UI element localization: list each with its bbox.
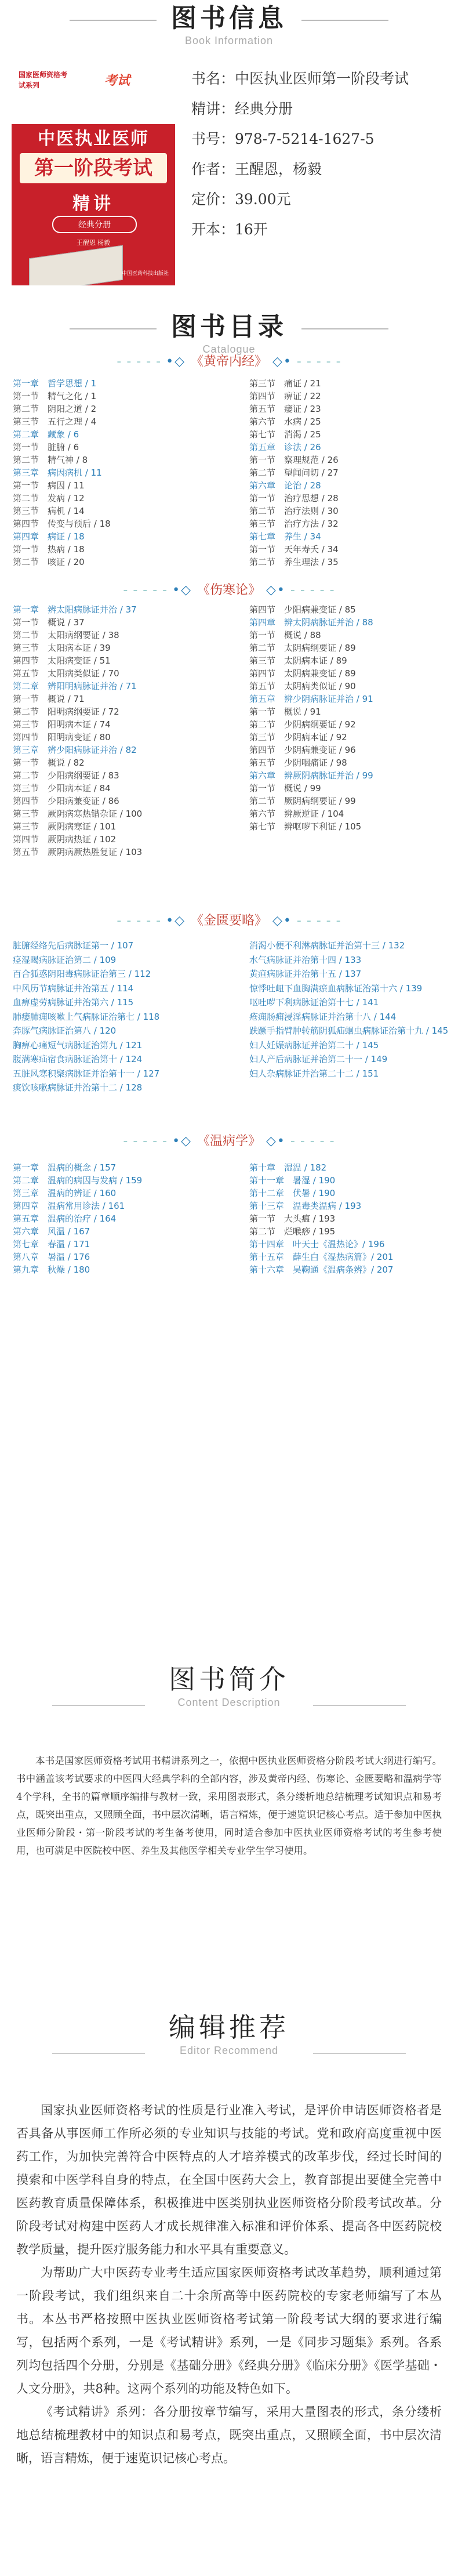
toc-section-entry: 第一节 精气之化 / 1: [13, 391, 97, 401]
cover-volume-label: 经典分册: [52, 216, 137, 233]
toc-section-entry: 第四节 阳明病变证 / 80: [13, 732, 111, 742]
toc-chapter-entry: 第九章 秋燥 / 180: [13, 1265, 90, 1275]
book-info-field: 作者：王醒恩，杨毅: [191, 161, 322, 177]
toc-entry: 疮痈肠痈浸淫病脉证并治第十八 / 144: [249, 1011, 397, 1022]
toc-section-entry: 第四节 太阳病变证 / 51: [13, 655, 111, 666]
toc-section-entry: 第一节 概说 / 91: [249, 707, 321, 717]
toc-chapter-entry: 第五章 辨少阴病脉证并治 / 91: [249, 694, 373, 704]
toc-column-right: [249, 603, 458, 833]
toc-section-entry: 第一节 热病 / 18: [13, 544, 85, 555]
toc-column-left: [13, 1161, 221, 1276]
toc-entry: 趺蹶手指臂肿转筋阴狐疝蛔虫病脉证治第十九 / 145: [249, 1026, 449, 1036]
toc-part-name: 《温病学》: [197, 1134, 261, 1148]
toc-column-right: [249, 377, 458, 568]
toc-column-left: [13, 939, 233, 1095]
toc-entry: 妇人杂病脉证并治第二十二 / 151: [249, 1068, 379, 1079]
divider: [313, 1705, 406, 1706]
recommend-paragraph: 国家执业医师资格考试的性质是行业准入考试，是评价申请医师资格者是否具备从事医师工作所必须的专业知识与技能的考试。党和政府高度重视中医药工作，为加快完善符合中医特点的人才培养模式的改革步伐，经过长时间的摸索和中医学科自身的特点，在全国中医药大会上，教育部提出要健全完善中医药教育质量保障体系，积极推进中医类别执业医师资格分阶段考试改革。分阶段考试对构建中医药人才成长规律准入标准和评价体系、提高各中医药院校教学质量，提升医疗服务能力和水平具有重要意义。: [16, 2103, 442, 2256]
toc-chapter-entry: 第六章 论治 / 28: [249, 480, 321, 491]
toc-chapter-entry: 第四章 温病常用诊法 / 161: [13, 1201, 125, 1211]
toc-chapter-entry: 第十五章 薛生白《湿热病篇》/ 201: [249, 1252, 394, 1262]
toc-chapter-entry: 第七章 春温 / 171: [13, 1239, 90, 1249]
toc-section-entry: 第二节 咳证 / 20: [13, 557, 85, 567]
toc-section-entry: 第三节 病机 / 14: [13, 506, 85, 516]
divider: [301, 20, 388, 21]
toc-part-deco: •◇: [172, 1134, 197, 1148]
divider: [52, 2053, 145, 2054]
divider: [70, 20, 157, 21]
toc-section-entry: 第七节 辨呕哕下利证 / 105: [249, 821, 362, 832]
toc-entry: 痉湿暍病脉证治第二 / 109: [13, 954, 117, 965]
catalogue-title: 图书目录: [171, 312, 287, 342]
toc-chapter-entry: 第一章 温病的概念 / 157: [13, 1162, 117, 1173]
toc-chapter-entry: 第一章 辨太阳病脉证并治 / 37: [13, 604, 137, 615]
toc-part-name: 《黄帝内经》: [190, 354, 267, 369]
toc-section-entry: 第四节 传变与预后 / 18: [13, 519, 111, 529]
toc-section-entry: 第五节 太阳病类似证 / 70: [13, 668, 119, 679]
toc-entry: 奔豚气病脉证治第八 / 120: [13, 1026, 117, 1036]
toc-part-deco: - - - - -: [292, 354, 341, 369]
toc-section-entry: 第四节 太阴病兼变证 / 89: [249, 668, 356, 679]
toc-section-entry: 第一节 病因 / 11: [13, 480, 85, 491]
toc-entry: 血痹虚劳病脉证并治第六 / 115: [13, 997, 134, 1008]
toc-part-deco: •◇: [172, 583, 197, 597]
toc-part-name: 《伤寒论》: [197, 583, 261, 597]
toc-section-entry: 第四节 少阴病兼变证 / 96: [249, 745, 356, 755]
toc-column-right: [249, 939, 458, 1081]
cover-author: 王醒恩 杨毅: [76, 240, 111, 247]
toc-entry: 妇人妊娠病脉证并治第二十 / 145: [249, 1039, 379, 1050]
toc-part-deco: ◇•: [267, 914, 292, 928]
toc-chapter-entry: 第十四章 叶天士《温热论》/ 196: [249, 1239, 385, 1249]
toc-section-entry: 第二节 精气神 / 8: [13, 455, 88, 465]
toc-section-entry: 第三节 太阳病本证 / 39: [13, 643, 111, 653]
toc-section-entry: 第三节 阳明病本证 / 74: [13, 719, 111, 730]
toc-chapter-entry: 第三章 辨少阳病脉证并治 / 82: [13, 745, 137, 755]
toc-chapter-entry: 第四章 辨太阴病脉证并治 / 88: [249, 617, 373, 628]
toc-section-entry: 第二节 望闻问切 / 27: [249, 468, 339, 478]
toc-part-heading: [0, 580, 458, 598]
toc-section-entry: 第四节 少阳病兼变证 / 85: [249, 604, 356, 615]
toc-section-entry: 第三节 少阳病本证 / 84: [13, 783, 111, 794]
cover-title-line1: 中医执业医师: [38, 129, 149, 149]
toc-section-entry: 第五节 少阴咽痛证 / 98: [249, 758, 347, 768]
cover-title-line3: 精讲: [72, 194, 114, 214]
toc-section-entry: 第四节 厥阴病热证 / 102: [13, 834, 117, 845]
recommend-text: [16, 2099, 442, 2470]
toc-section-entry: 第三节 太阴病本证 / 89: [249, 655, 347, 666]
toc-part-deco: - - - - -: [123, 1134, 173, 1148]
book-info-field: 定价：39.00元: [191, 191, 291, 208]
toc-section-entry: 第一节 脏腑 / 6: [13, 442, 79, 452]
toc-chapter-entry: 第七章 养生 / 34: [249, 531, 321, 542]
toc-section-entry: 第一节 天年寿夭 / 34: [249, 544, 339, 555]
divider: [70, 328, 157, 329]
toc-chapter-entry: 第六章 风温 / 167: [13, 1226, 90, 1237]
toc-part-deco: •◇: [166, 354, 191, 369]
toc-part-deco: ◇•: [261, 1134, 286, 1148]
toc-entry: 惊悸吐衄下血胸满瘀血病脉证治第十六 / 139: [249, 983, 423, 994]
toc-entry: 脏腑经络先后病脉证第一 / 107: [13, 940, 134, 951]
toc-part-deco: - - - - -: [117, 914, 166, 928]
intro-header: [0, 1665, 458, 1709]
toc-column-left: [13, 603, 221, 858]
toc-section-entry: 第三节 治疗方法 / 32: [249, 519, 339, 529]
toc-chapter-entry: 第十二章 伏暑 / 190: [249, 1188, 336, 1198]
toc-section-entry: 第六节 辨厥逆证 / 104: [249, 809, 344, 819]
toc-section-entry: 第一节 察理规范 / 26: [249, 455, 339, 465]
book-info-header: [0, 5, 458, 47]
toc-entry: 痰饮咳嗽病脉证并治第十二 / 128: [13, 1082, 143, 1093]
toc-section-entry: 第一节 概说 / 88: [249, 630, 321, 640]
recommend-subtitle: Editor Recommend: [179, 2044, 279, 2056]
toc-part-deco: - - - - -: [123, 583, 173, 597]
toc-part-deco: - - - - -: [285, 1134, 335, 1148]
catalogue-subtitle: Catalogue: [202, 343, 256, 356]
toc-part-deco: ◇•: [261, 583, 286, 597]
toc-part-heading: [0, 1131, 458, 1149]
intro-title: 图书简介: [169, 1664, 289, 1695]
recommend-paragraph: 《考试精讲》系列：各分册按章节编写，采用大量图表的形式，条分缕析地总结梳理教材中的知识点和易考点，既突出重点，又照顾全面，书中层次清晰，语言精炼，便于速览识记核心考点。: [16, 2405, 442, 2465]
toc-chapter-entry: 第二章 温病的病因与发病 / 159: [13, 1175, 143, 1186]
toc-part-deco: - - - - -: [285, 583, 335, 597]
toc-chapter-entry: 第六章 辨厥阴病脉证并治 / 99: [249, 770, 373, 781]
toc-section-entry: 第四节 痹证 / 22: [249, 391, 321, 401]
toc-section-entry: 第一节 概说 / 71: [13, 694, 85, 704]
toc-entry: 腹满寒疝宿食病脉证治第十 / 124: [13, 1054, 143, 1064]
divider: [52, 1705, 145, 1706]
toc-section-entry: 第四节 少阳病兼变证 / 86: [13, 796, 119, 806]
cover-book-illustration: [29, 245, 123, 285]
toc-chapter-entry: 第一章 哲学思想 / 1: [13, 378, 97, 389]
toc-chapter-entry: 第四章 病证 / 18: [13, 531, 85, 542]
toc-part-heading: [0, 911, 458, 929]
toc-section-entry: 第一节 概说 / 82: [13, 758, 85, 768]
toc-section-entry: 第五节 太阴病类似证 / 90: [249, 681, 356, 691]
toc-chapter-entry: 第三章 温病的辨证 / 160: [13, 1188, 117, 1198]
cover-title-line2: 第一阶段考试: [20, 153, 167, 183]
toc-section-entry: 第五节 厥阴病厥热胜复证 / 103: [13, 847, 143, 857]
recommend-title: 编辑推荐: [169, 2012, 289, 2043]
book-info-field: 开本：16开: [191, 221, 268, 238]
toc-section-entry: 第一节 大头瘟 / 193: [249, 1213, 336, 1224]
book-info-subtitle: Book Information: [184, 35, 274, 47]
toc-entry: 黄疸病脉证并治第十五 / 137: [249, 969, 362, 979]
toc-section-entry: 第三节 痛证 / 21: [249, 378, 321, 389]
recommend-paragraph: 为帮助广大中医药专业考生适应国家医师资格考试改革趋势，顺利通过第一阶段考试，我们组织来自二十余所高等中医药院校的专家老师编写了本丛书。本丛书严格按照中医执业医师资格考试第一阶段考试大纲的要求进行编写，包括两个系列，一是《考试精讲》系列，一是《同步习题集》系列。各系列均包括四个分册，分别是《基础分册》《经典分册》《临床分册》《医学基础・人文分册》，共8种。这两个系列的功能及特色如下。: [16, 2266, 442, 2396]
toc-section-entry: 第二节 太阴病纲要证 / 89: [249, 643, 356, 653]
toc-entry: 五脏风寒积聚病脉证并治第十一 / 127: [13, 1068, 160, 1079]
toc-section-entry: 第二节 厥阴病纲要证 / 99: [249, 796, 356, 806]
toc-entry: 妇人产后病脉证并治第二十一 / 149: [249, 1054, 388, 1064]
toc-section-entry: 第二节 治疗法则 / 30: [249, 506, 339, 516]
toc-part-name: 《金匮要略》: [190, 914, 267, 928]
book-info-field: 书名：中医执业医师第一阶段考试: [191, 70, 409, 87]
toc-entry: 肺痿肺痈咳嗽上气病脉证治第七 / 118: [13, 1011, 160, 1022]
toc-chapter-entry: 第二章 辨阳明病脉证并治 / 71: [13, 681, 137, 691]
toc-section-entry: 第一节 治疗思想 / 28: [249, 493, 339, 503]
toc-section-entry: 第三节 厥阴病寒热错杂证 / 100: [13, 809, 143, 819]
book-info-fields: [191, 64, 446, 245]
toc-chapter-entry: 第十章 湿温 / 182: [249, 1162, 327, 1173]
toc-chapter-entry: 第十三章 温毒类温病 / 193: [249, 1201, 362, 1211]
catalogue-header: [0, 313, 458, 356]
toc-section-entry: 第三节 少阴病本证 / 92: [249, 732, 347, 742]
toc-entry: 消渴小便不利淋病脉证并治第十三 / 132: [249, 940, 405, 951]
toc-chapter-entry: 第十一章 暑湿 / 190: [249, 1175, 336, 1186]
toc-section-entry: 第三节 五行之理 / 4: [13, 416, 97, 427]
book-info-field: 精讲：经典分册: [191, 100, 293, 117]
book-info-field: 书号：978-7-5214-1627-5: [191, 131, 375, 147]
toc-section-entry: 第二节 少阳病纲要证 / 83: [13, 770, 119, 781]
toc-column-right: [249, 1161, 458, 1276]
toc-chapter-entry: 第十六章 吴鞠通《温病条辨》/ 207: [249, 1265, 394, 1275]
divider: [301, 328, 388, 329]
toc-chapter-entry: 第五章 诊法 / 26: [249, 442, 321, 452]
cover-logo: 考试: [104, 73, 130, 88]
toc-chapter-entry: 第五章 温病的治疗 / 164: [13, 1213, 117, 1224]
cover-series-badge: 国家医师资格考试系列: [19, 71, 68, 89]
toc-section-entry: 第二节 阳明病纲要证 / 72: [13, 707, 119, 717]
toc-part-deco: - - - - -: [292, 914, 341, 928]
toc-section-entry: 第五节 痿证 / 23: [249, 404, 321, 414]
toc-section-entry: 第二节 阴阳之道 / 2: [13, 404, 97, 414]
toc-section-entry: 第六节 水病 / 25: [249, 416, 321, 427]
toc-part-deco: - - - - -: [117, 354, 166, 369]
toc-chapter-entry: 第八章 暑温 / 176: [13, 1252, 90, 1262]
toc-entry: 水气病脉证并治第十四 / 133: [249, 954, 362, 965]
toc-chapter-entry: 第三章 病因病机 / 11: [13, 468, 102, 478]
toc-section-entry: 第二节 发病 / 12: [13, 493, 85, 503]
toc-section-entry: 第三节 厥阴病寒证 / 101: [13, 821, 117, 832]
toc-part-deco: ◇•: [267, 354, 292, 369]
toc-part-deco: •◇: [166, 914, 191, 928]
toc-section-entry: 第二节 养生理法 / 35: [249, 557, 339, 567]
book-cover-image: [12, 60, 175, 285]
toc-section-entry: 第一节 概说 / 37: [13, 617, 85, 628]
toc-entry: 呕吐哕下利病脉证治第十七 / 141: [249, 997, 379, 1008]
toc-entry: 中风历节病脉证并治第五 / 114: [13, 983, 134, 994]
toc-part-heading: [0, 352, 458, 369]
toc-entry: 百合狐惑阴阳毒病脉证治第三 / 112: [13, 969, 151, 979]
divider: [313, 2053, 406, 2054]
book-info-title: 图书信息: [171, 3, 287, 33]
intro-subtitle: Content Description: [177, 1696, 281, 1708]
cover-publisher: 中国医药科技出版社: [122, 270, 169, 276]
toc-section-entry: 第二节 少阴病纲要证 / 92: [249, 719, 356, 730]
toc-section-entry: 第二节 烂喉痧 / 195: [249, 1226, 336, 1237]
toc-chapter-entry: 第二章 藏象 / 6: [13, 429, 79, 440]
intro-paragraph: 本书是国家医师资格考试用书精讲系列之一，依据中医执业医师资格分阶段考试大纲进行编写。书中涵盖该考试要求的中医四大经典学科的全部内容，涉及黄帝内经、伤寒论、金匮要略和温病学等4个学科，全书的篇章顺序编排与教材一致，采用图表形式，条分缕析地总结梳理考试知识点和易考点，既突出重点，又照顾全面，书中层次清晰，语言精炼，便于速览识记核心考点。适于参加中医执业医师分阶段・第一阶段考试的考生备考使用，同时适合参加中医执业医师资格考试的考生参考使用，也可满足中医院校中医、养生及其他医学相关专业学生学习使用。: [16, 1755, 442, 1856]
toc-section-entry: 第一节 概说 / 99: [249, 783, 321, 794]
toc-entry: 胸痹心痛短气病脉证治第九 / 121: [13, 1039, 143, 1050]
toc-section-entry: 第二节 太阳病纲要证 / 38: [13, 630, 119, 640]
intro-text: [16, 1752, 442, 1860]
recommend-header: [0, 2013, 458, 2057]
toc-column-left: [13, 377, 221, 568]
toc-section-entry: 第七节 消渴 / 25: [249, 429, 321, 440]
